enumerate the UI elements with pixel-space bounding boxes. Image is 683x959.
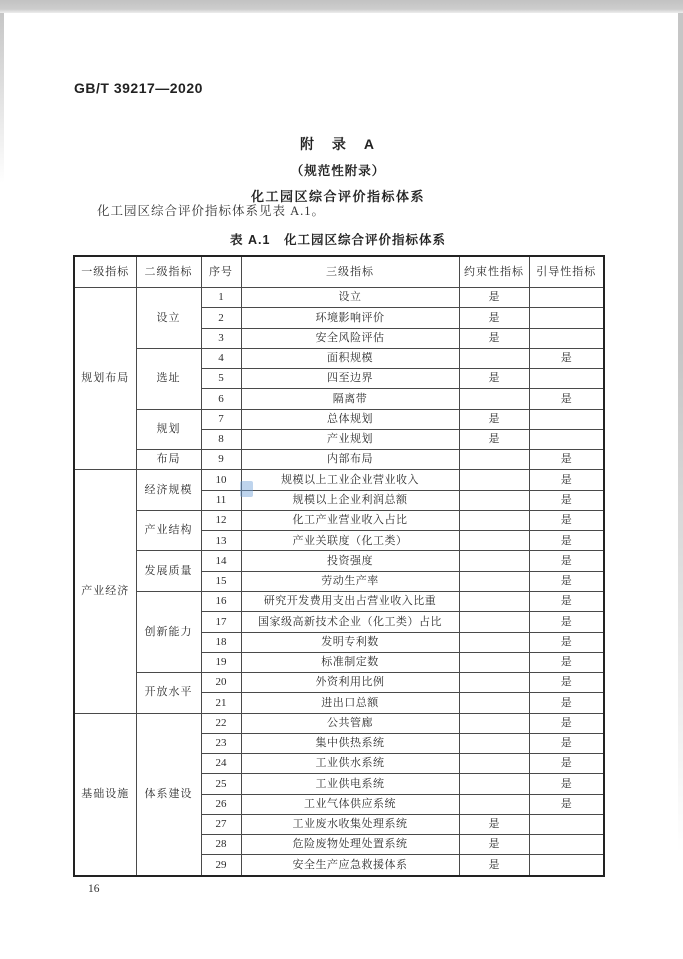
- level2-indicator-cell: 选址: [136, 348, 201, 409]
- sequence-cell: 16: [201, 591, 241, 611]
- appendix-title: 附 录 A: [299, 136, 377, 152]
- guidance-cell: 是: [529, 551, 604, 571]
- level3-indicator-cell: 内部布局: [241, 450, 459, 470]
- table-row: [74, 470, 604, 490]
- guidance-cell: 是: [529, 733, 604, 753]
- guidance-cell: 是: [529, 632, 604, 652]
- table-row: [74, 409, 604, 429]
- level3-indicator-cell: 国家级高新技术企业（化工类）占比: [241, 612, 459, 632]
- constraint-cell: [459, 673, 529, 693]
- constraint-cell: [459, 490, 529, 510]
- page-edge-shadow-top: [0, 0, 683, 13]
- constraint-cell: [459, 774, 529, 794]
- constraint-cell: [459, 733, 529, 753]
- sequence-cell: 10: [201, 470, 241, 490]
- sequence-cell: 6: [201, 389, 241, 409]
- sequence-cell: 21: [201, 693, 241, 713]
- guidance-cell: 是: [529, 490, 604, 510]
- level3-indicator-cell: 投资强度: [241, 551, 459, 571]
- level2-indicator-cell: 布局: [136, 450, 201, 470]
- constraint-cell: [459, 551, 529, 571]
- level3-indicator-cell: 工业供水系统: [241, 754, 459, 774]
- guidance-cell: 是: [529, 531, 604, 551]
- table-caption: 表 A.1 化工园区综合评价指标体系: [230, 233, 446, 247]
- column-header: 三级指标: [241, 256, 459, 288]
- guidance-cell: 是: [529, 794, 604, 814]
- guidance-cell: 是: [529, 612, 604, 632]
- sequence-cell: 25: [201, 774, 241, 794]
- sequence-cell: 11: [201, 490, 241, 510]
- sequence-cell: 18: [201, 632, 241, 652]
- constraint-cell: [459, 531, 529, 551]
- constraint-cell: 是: [459, 835, 529, 855]
- constraint-cell: [459, 632, 529, 652]
- constraint-cell: [459, 348, 529, 368]
- appendix-subtitle: （规范性附录）: [290, 164, 386, 178]
- level3-indicator-cell: 集中供热系统: [241, 733, 459, 753]
- level3-indicator-cell: 发明专利数: [241, 632, 459, 652]
- level3-indicator-cell: 隔离带: [241, 389, 459, 409]
- sequence-cell: 2: [201, 308, 241, 328]
- column-header: 一级指标: [74, 256, 136, 288]
- page-edge-shadow-left: [0, 13, 4, 183]
- sequence-cell: 13: [201, 531, 241, 551]
- level3-indicator-cell: 四至边界: [241, 369, 459, 389]
- sequence-cell: 8: [201, 429, 241, 449]
- guidance-cell: [529, 835, 604, 855]
- level3-indicator-cell: 面积规模: [241, 348, 459, 368]
- sequence-cell: 7: [201, 409, 241, 429]
- level3-indicator-cell: 外资利用比例: [241, 673, 459, 693]
- guidance-cell: 是: [529, 591, 604, 611]
- level3-indicator-cell: 化工产业营业收入占比: [241, 510, 459, 530]
- constraint-cell: 是: [459, 429, 529, 449]
- level3-indicator-cell: 规模以上工业企业营业收入: [241, 470, 459, 490]
- level2-indicator-cell: 发展质量: [136, 551, 201, 592]
- sequence-cell: 19: [201, 652, 241, 672]
- sequence-cell: 23: [201, 733, 241, 753]
- sequence-cell: 28: [201, 835, 241, 855]
- guidance-cell: [529, 814, 604, 834]
- guidance-cell: 是: [529, 673, 604, 693]
- level3-indicator-cell: 规模以上企业利润总额: [241, 490, 459, 510]
- table-row: [74, 450, 604, 470]
- constraint-cell: 是: [459, 328, 529, 348]
- guidance-cell: [529, 429, 604, 449]
- constraint-cell: [459, 470, 529, 490]
- page-number: 16: [88, 883, 100, 895]
- constraint-cell: 是: [459, 288, 529, 308]
- guidance-cell: [529, 288, 604, 308]
- standard-number: GB/T 39217—2020: [74, 80, 203, 96]
- guidance-cell: [529, 409, 604, 429]
- constraint-cell: 是: [459, 308, 529, 328]
- guidance-cell: 是: [529, 693, 604, 713]
- guidance-cell: 是: [529, 470, 604, 490]
- guidance-cell: 是: [529, 713, 604, 733]
- level3-indicator-cell: 标准制定数: [241, 652, 459, 672]
- level3-indicator-cell: 公共管廊: [241, 713, 459, 733]
- appendix-headings: [73, 134, 603, 205]
- guidance-cell: 是: [529, 774, 604, 794]
- constraint-cell: [459, 754, 529, 774]
- sequence-cell: 15: [201, 571, 241, 591]
- column-header: 序号: [201, 256, 241, 288]
- column-header: 引导性指标: [529, 256, 604, 288]
- guidance-cell: [529, 855, 604, 876]
- level3-indicator-cell: 产业规划: [241, 429, 459, 449]
- constraint-cell: 是: [459, 369, 529, 389]
- constraint-cell: [459, 591, 529, 611]
- constraint-cell: [459, 571, 529, 591]
- sequence-cell: 29: [201, 855, 241, 876]
- level2-indicator-cell: 经济规模: [136, 470, 201, 511]
- sequence-cell: 3: [201, 328, 241, 348]
- guidance-cell: 是: [529, 510, 604, 530]
- guidance-cell: [529, 308, 604, 328]
- sequence-cell: 24: [201, 754, 241, 774]
- level3-indicator-cell: 安全风险评估: [241, 328, 459, 348]
- level3-indicator-cell: 进出口总额: [241, 693, 459, 713]
- level3-indicator-cell: 危险废物处理处置系统: [241, 835, 459, 855]
- level3-indicator-cell: 设立: [241, 288, 459, 308]
- column-header: 二级指标: [136, 256, 201, 288]
- column-header: 约束性指标: [459, 256, 529, 288]
- constraint-cell: 是: [459, 855, 529, 876]
- level3-indicator-cell: 劳动生产率: [241, 571, 459, 591]
- level2-indicator-cell: 规划: [136, 409, 201, 450]
- table-row: [74, 591, 604, 611]
- sequence-cell: 9: [201, 450, 241, 470]
- sequence-cell: 20: [201, 673, 241, 693]
- indicator-table: [73, 255, 605, 877]
- sequence-cell: 5: [201, 369, 241, 389]
- constraint-cell: [459, 693, 529, 713]
- scan-watermark-stamp: [240, 481, 253, 497]
- guidance-cell: [529, 328, 604, 348]
- sequence-cell: 1: [201, 288, 241, 308]
- level3-indicator-cell: 工业废水收集处理系统: [241, 814, 459, 834]
- guidance-cell: 是: [529, 450, 604, 470]
- sequence-cell: 26: [201, 794, 241, 814]
- constraint-cell: 是: [459, 814, 529, 834]
- sequence-cell: 14: [201, 551, 241, 571]
- page-edge-shadow-right: [678, 13, 683, 853]
- guidance-cell: 是: [529, 571, 604, 591]
- table-row: [74, 288, 604, 308]
- level3-indicator-cell: 安全生产应急救援体系: [241, 855, 459, 876]
- guidance-cell: 是: [529, 652, 604, 672]
- guidance-cell: 是: [529, 754, 604, 774]
- constraint-cell: [459, 794, 529, 814]
- table-header-row: [74, 256, 604, 288]
- level1-indicator-cell: 规划布局: [74, 288, 136, 470]
- table-row: [74, 348, 604, 368]
- guidance-cell: 是: [529, 348, 604, 368]
- level3-indicator-cell: 总体规划: [241, 409, 459, 429]
- table-row: [74, 673, 604, 693]
- constraint-cell: [459, 510, 529, 530]
- sequence-cell: 22: [201, 713, 241, 733]
- level3-indicator-cell: 工业供电系统: [241, 774, 459, 794]
- constraint-cell: [459, 389, 529, 409]
- sequence-cell: 27: [201, 814, 241, 834]
- constraint-cell: [459, 652, 529, 672]
- constraint-cell: [459, 612, 529, 632]
- level3-indicator-cell: 研究开发费用支出占营业收入比重: [241, 591, 459, 611]
- sequence-cell: 17: [201, 612, 241, 632]
- level1-indicator-cell: 产业经济: [74, 470, 136, 713]
- table-body: [74, 288, 604, 877]
- sequence-cell: 12: [201, 510, 241, 530]
- level3-indicator-cell: 产业关联度（化工类）: [241, 531, 459, 551]
- guidance-cell: 是: [529, 389, 604, 409]
- level1-indicator-cell: 基础设施: [74, 713, 136, 876]
- table-row: [74, 713, 604, 733]
- table-row: [74, 510, 604, 530]
- constraint-cell: [459, 713, 529, 733]
- level2-indicator-cell: 开放水平: [136, 673, 201, 714]
- level3-indicator-cell: 环境影响评价: [241, 308, 459, 328]
- appendix-heading: 化工园区综合评价指标体系: [250, 189, 425, 204]
- constraint-cell: 是: [459, 409, 529, 429]
- level2-indicator-cell: 体系建设: [136, 713, 201, 876]
- sequence-cell: 4: [201, 348, 241, 368]
- level3-indicator-cell: 工业气体供应系统: [241, 794, 459, 814]
- intro-paragraph: 化工园区综合评价指标体系见表 A.1。: [97, 204, 326, 218]
- level2-indicator-cell: 创新能力: [136, 591, 201, 672]
- level2-indicator-cell: 设立: [136, 288, 201, 349]
- level2-indicator-cell: 产业结构: [136, 510, 201, 551]
- table-row: [74, 551, 604, 571]
- guidance-cell: [529, 369, 604, 389]
- constraint-cell: [459, 450, 529, 470]
